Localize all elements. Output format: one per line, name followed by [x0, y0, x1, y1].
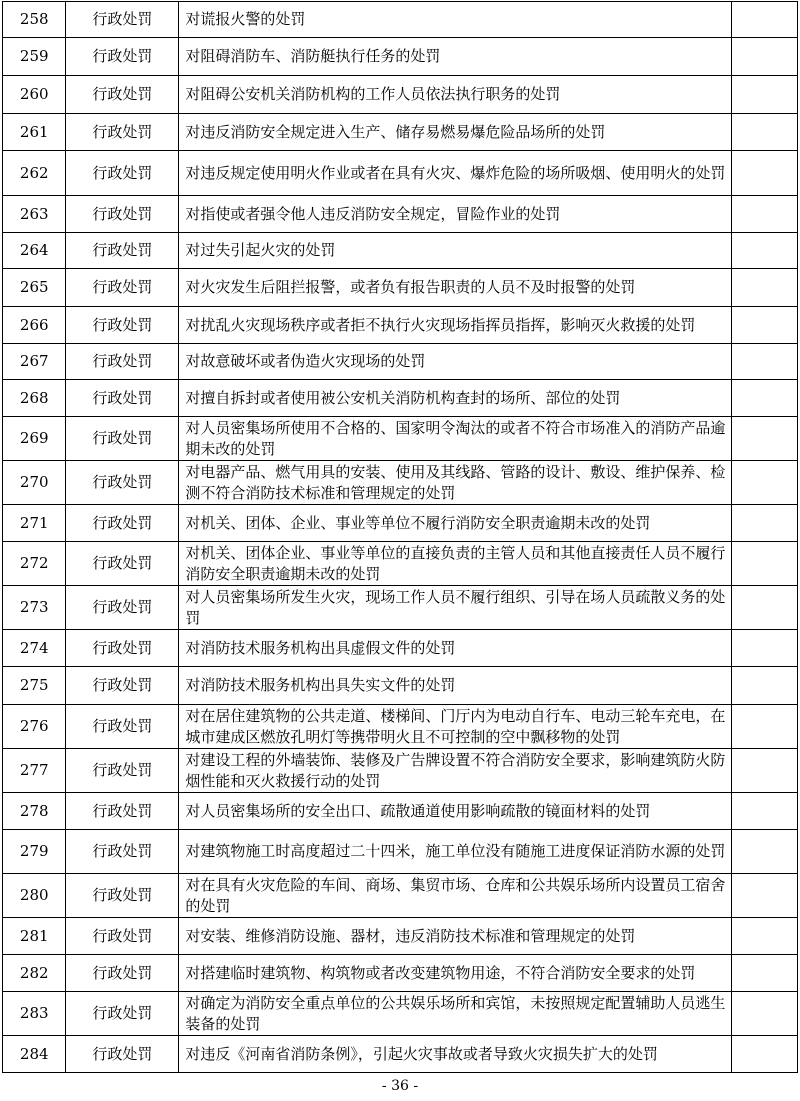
row-category: 行政处罚	[66, 667, 179, 705]
row-item-name: 对违反《河南省消防条例》，引起火灾事故或者导致火灾损失扩大的处罚	[179, 1036, 732, 1073]
row-item-name: 对违反消防安全规定进入生产、储存易燃易爆危险品场所的处罚	[179, 114, 732, 151]
row-number: 275	[3, 667, 66, 705]
row-remark-cell	[732, 196, 798, 233]
row-remark-cell	[732, 542, 798, 586]
row-category: 行政处罚	[66, 874, 179, 918]
row-number: 259	[3, 38, 66, 76]
row-number: 265	[3, 269, 66, 307]
row-number: 270	[3, 461, 66, 505]
row-remark-cell	[732, 749, 798, 793]
row-number: 283	[3, 992, 66, 1036]
row-number: 262	[3, 151, 66, 196]
row-number: 279	[3, 830, 66, 874]
row-remark-cell	[732, 344, 798, 380]
row-item-name: 对人员密集场所使用不合格的、国家明令淘汰的或者不符合市场准入的消防产品逾期未改的处罚	[179, 417, 732, 461]
row-remark-cell	[732, 992, 798, 1036]
row-item-name: 对机关、团体、企业、事业等单位不履行消防安全职责逾期未改的处罚	[179, 505, 732, 542]
row-remark-cell	[732, 705, 798, 749]
table-row	[3, 1036, 798, 1073]
page-number: - 36 -	[381, 1078, 419, 1094]
row-item-name: 对安装、维修消防设施、器材，违反消防技术标准和管理规定的处罚	[179, 918, 732, 955]
row-number: 274	[3, 630, 66, 667]
row-number: 258	[3, 2, 66, 38]
table-row	[3, 667, 798, 705]
row-remark-cell	[732, 2, 798, 38]
table-row	[3, 586, 798, 630]
row-item-name: 对人员密集场所发生火灾，现场工作人员不履行组织、引导在场人员疏散义务的处罚	[179, 586, 732, 630]
row-remark-cell	[732, 586, 798, 630]
row-remark-cell	[732, 307, 798, 344]
row-item-name: 对扰乱火灾现场秩序或者拒不执行火灾现场指挥员指挥，影响灭火救援的处罚	[179, 307, 732, 344]
table-row	[3, 749, 798, 793]
row-number: 264	[3, 233, 66, 269]
penalty-table	[2, 1, 798, 1073]
row-item-name: 对建设工程的外墙装饰、装修及广告牌设置不符合消防安全要求，影响建筑防火防烟性能和灭火救援行动的处罚	[179, 749, 732, 793]
table-row	[3, 630, 798, 667]
table-row	[3, 38, 798, 76]
row-number: 272	[3, 542, 66, 586]
row-remark-cell	[732, 874, 798, 918]
table-row	[3, 505, 798, 542]
row-remark-cell	[732, 417, 798, 461]
row-remark-cell	[732, 505, 798, 542]
row-item-name: 对人员密集场所的安全出口、疏散通道使用影响疏散的镜面材料的处罚	[179, 793, 732, 830]
table-row	[3, 76, 798, 114]
table-row	[3, 307, 798, 344]
row-category: 行政处罚	[66, 76, 179, 114]
row-category: 行政处罚	[66, 461, 179, 505]
row-item-name: 对机关、团体企业、事业等单位的直接负责的主管人员和其他直接责任人员不履行消防安全职责逾期未改的处罚	[179, 542, 732, 586]
table-row	[3, 918, 798, 955]
row-number: 281	[3, 918, 66, 955]
row-category: 行政处罚	[66, 793, 179, 830]
row-item-name: 对搭建临时建筑物、构筑物或者改变建筑物用途，不符合消防安全要求的处罚	[179, 955, 732, 992]
table-row	[3, 992, 798, 1036]
row-category: 行政处罚	[66, 630, 179, 667]
row-remark-cell	[732, 630, 798, 667]
row-item-name: 对在居住建筑物的公共走道、楼梯间、门厅内为电动自行车、电动三轮车充电，在城市建成区燃放孔明灯等携带明火且不可控制的空中飘移物的处罚	[179, 705, 732, 749]
row-category: 行政处罚	[66, 233, 179, 269]
table-row	[3, 542, 798, 586]
table-row	[3, 830, 798, 874]
row-item-name: 对过失引起火灾的处罚	[179, 233, 732, 269]
table-row	[3, 793, 798, 830]
row-category: 行政处罚	[66, 417, 179, 461]
row-category: 行政处罚	[66, 151, 179, 196]
row-remark-cell	[732, 955, 798, 992]
row-number: 261	[3, 114, 66, 151]
row-category: 行政处罚	[66, 1036, 179, 1073]
row-number: 277	[3, 749, 66, 793]
row-item-name: 对在具有火灾危险的车间、商场、集贸市场、仓库和公共娱乐场所内设置员工宿舍的处罚	[179, 874, 732, 918]
row-category: 行政处罚	[66, 542, 179, 586]
row-item-name: 对阻碍消防车、消防艇执行任务的处罚	[179, 38, 732, 76]
row-category: 行政处罚	[66, 586, 179, 630]
table-row	[3, 151, 798, 196]
table-row	[3, 2, 798, 38]
row-remark-cell	[732, 38, 798, 76]
row-number: 266	[3, 307, 66, 344]
row-category: 行政处罚	[66, 992, 179, 1036]
table-body	[3, 2, 798, 1073]
row-number: 280	[3, 874, 66, 918]
row-remark-cell	[732, 114, 798, 151]
row-number: 269	[3, 417, 66, 461]
row-item-name: 对谎报火警的处罚	[179, 2, 732, 38]
table-row	[3, 114, 798, 151]
row-number: 271	[3, 505, 66, 542]
row-category: 行政处罚	[66, 380, 179, 417]
row-category: 行政处罚	[66, 344, 179, 380]
row-category: 行政处罚	[66, 705, 179, 749]
row-category: 行政处罚	[66, 269, 179, 307]
table-row	[3, 417, 798, 461]
table-row	[3, 705, 798, 749]
row-category: 行政处罚	[66, 307, 179, 344]
row-category: 行政处罚	[66, 918, 179, 955]
row-item-name: 对消防技术服务机构出具虚假文件的处罚	[179, 630, 732, 667]
row-item-name: 对指使或者强令他人违反消防安全规定，冒险作业的处罚	[179, 196, 732, 233]
table-row	[3, 269, 798, 307]
row-item-name: 对建筑物施工时高度超过二十四米，施工单位没有随施工进度保证消防水源的处罚	[179, 830, 732, 874]
row-number: 276	[3, 705, 66, 749]
table-row	[3, 233, 798, 269]
row-remark-cell	[732, 380, 798, 417]
row-number: 282	[3, 955, 66, 992]
row-remark-cell	[732, 76, 798, 114]
row-item-name: 对擅自拆封或者使用被公安机关消防机构查封的场所、部位的处罚	[179, 380, 732, 417]
row-remark-cell	[732, 269, 798, 307]
row-category: 行政处罚	[66, 38, 179, 76]
row-number: 267	[3, 344, 66, 380]
row-remark-cell	[732, 233, 798, 269]
row-remark-cell	[732, 918, 798, 955]
table-row	[3, 874, 798, 918]
row-remark-cell	[732, 667, 798, 705]
row-category: 行政处罚	[66, 830, 179, 874]
table-row	[3, 955, 798, 992]
table-row	[3, 344, 798, 380]
table-row	[3, 461, 798, 505]
row-item-name: 对故意破坏或者伪造火灾现场的处罚	[179, 344, 732, 380]
row-category: 行政处罚	[66, 505, 179, 542]
row-item-name: 对电器产品、燃气用具的安装、使用及其线路、管路的设计、敷设、维护保养、检测不符合消防技术标准和管理规定的处罚	[179, 461, 732, 505]
table-row	[3, 196, 798, 233]
row-number: 263	[3, 196, 66, 233]
row-category: 行政处罚	[66, 749, 179, 793]
row-number: 278	[3, 793, 66, 830]
row-item-name: 对火灾发生后阻拦报警，或者负有报告职责的人员不及时报警的处罚	[179, 269, 732, 307]
row-remark-cell	[732, 151, 798, 196]
row-item-name: 对确定为消防安全重点单位的公共娱乐场所和宾馆，未按照规定配置辅助人员逃生装备的处罚	[179, 992, 732, 1036]
row-category: 行政处罚	[66, 2, 179, 38]
row-category: 行政处罚	[66, 955, 179, 992]
row-number: 273	[3, 586, 66, 630]
row-number: 268	[3, 380, 66, 417]
row-number: 260	[3, 76, 66, 114]
row-item-name: 对阻碍公安机关消防机构的工作人员依法执行职务的处罚	[179, 76, 732, 114]
row-category: 行政处罚	[66, 114, 179, 151]
row-item-name: 对消防技术服务机构出具失实文件的处罚	[179, 667, 732, 705]
row-remark-cell	[732, 830, 798, 874]
row-category: 行政处罚	[66, 196, 179, 233]
row-remark-cell	[732, 793, 798, 830]
row-number: 284	[3, 1036, 66, 1073]
row-item-name: 对违反规定使用明火作业或者在具有火灾、爆炸危险的场所吸烟、使用明火的处罚	[179, 151, 732, 196]
row-remark-cell	[732, 1036, 798, 1073]
table-row	[3, 380, 798, 417]
row-remark-cell	[732, 461, 798, 505]
